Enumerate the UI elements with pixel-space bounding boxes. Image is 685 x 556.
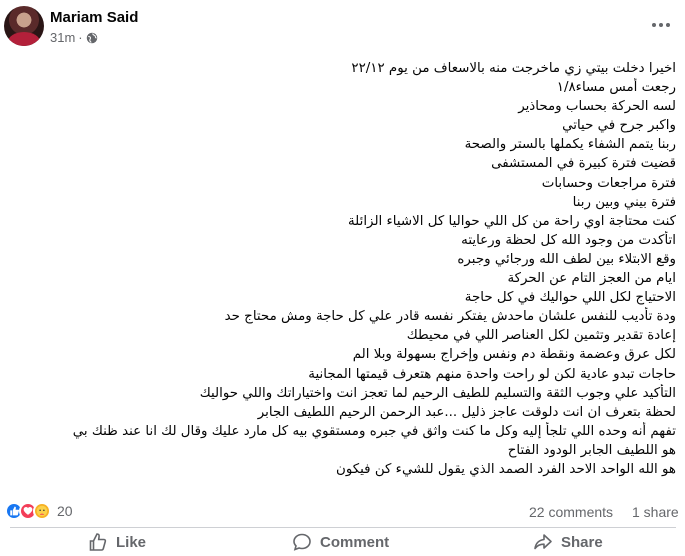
post-text-line: هو اللطيف الجابر الودود الفتاح [507, 442, 676, 458]
meta-separator: · [78, 30, 83, 45]
post-text-line: واكبر جرح في حياتي [562, 118, 676, 134]
author-avatar[interactable] [4, 6, 44, 46]
care-reaction-icon [33, 502, 51, 520]
post-text-line: وقع الابتلاء بين لطف الله ورجائي وجبره [457, 251, 676, 267]
post-text-line: لكل عرق وعضمة ونقطة دم ونفس وإخراج بسهولة وبلا الم [352, 347, 676, 363]
post-text-line: هو الله الواحد الاحد الفرد الصمد الذي يقول للشيء كن فيكون [335, 461, 676, 477]
post-time[interactable]: 31m [50, 30, 76, 45]
comment-label: Comment [320, 533, 390, 551]
post-text-line: لسه الحركة بحساب ومحاذير [518, 99, 676, 115]
post-text-line: حاجات تبدو عادية لكن لو راحت واحدة منهم هتعرف قيمتها المجانية [308, 366, 676, 382]
post-text-line: ودة تأديب للنفس علشان ماحدش يفتكر نفسه قادر علي كل حاجة ومش محتاج حد [224, 309, 676, 325]
post-stats [0, 500, 685, 526]
reaction-count: 20 [57, 503, 73, 519]
post-text-line: ربنا يتمم الشفاء يكملها بالستر والصحة [464, 137, 676, 153]
post-text-line: فترة مراجعات وحسابات [541, 175, 676, 191]
post-text-line: ايام من العجز التام عن الحركة [507, 271, 676, 287]
thumbs-up-icon [88, 532, 108, 552]
post-text-line: اتأكدت من وجود الله كل لحظة ورعايته [461, 232, 676, 248]
post-meta [50, 30, 98, 45]
comment-button[interactable] [292, 532, 389, 552]
post-header [0, 0, 685, 56]
post-text-line: كنت محتاجة اوي راحة من كل اللي حواليا كل الاشياء الزائلة [348, 213, 676, 229]
like-button[interactable] [88, 532, 146, 552]
shares-count[interactable]: 1 share [632, 504, 679, 520]
reactions-summary[interactable] [5, 502, 73, 520]
comments-count[interactable]: 22 comments [529, 504, 614, 520]
post-text-line: التأكيد علي وجوب الثقة والتسليم للطيف الرحيم لما تعجز انت واختياراتك واللي حواليك [199, 385, 676, 401]
post-text-line: تفهم أنه وحده اللي تلجأ إليه وكل ما كنت واثق في جبره ومستقوي بيه كل مارد عليك وقال لك انا عند ظنك بي [72, 423, 676, 439]
share-label: Share [561, 533, 603, 551]
more-options-icon[interactable] [646, 10, 676, 40]
post-text-line: إعادة تقدير وتثمين لكل العناصر اللي في محيطك [406, 328, 676, 344]
post-actions [0, 530, 685, 556]
like-label: Like [116, 533, 147, 551]
author-name[interactable]: Mariam Said [50, 9, 139, 26]
globe-icon [86, 32, 98, 44]
post-text-line: رجعت أمس مساء١/٨ [556, 80, 676, 96]
post-text-line: لحظة بتعرف ان انت دلوقت عاجز ذليل ...عبد الرحمن الرحيم اللطيف الجابر [257, 404, 676, 420]
share-button[interactable] [533, 532, 603, 552]
post-text-line: اخيرا دخلت بيتي زي ماخرجت منه بالاسعاف من يوم ٢٢/١٢ [351, 61, 676, 76]
post-body [10, 59, 676, 479]
actions-divider [10, 527, 676, 528]
share-icon [533, 532, 553, 552]
comment-icon [292, 532, 312, 552]
post-text-line: قضيت فترة كبيرة في المستشفى [491, 156, 676, 172]
post-text-line: فترة بيني وبين ربنا [572, 194, 676, 210]
post-text-line: الاحتياج لكل اللي حواليك في كل حاجة [464, 290, 676, 306]
